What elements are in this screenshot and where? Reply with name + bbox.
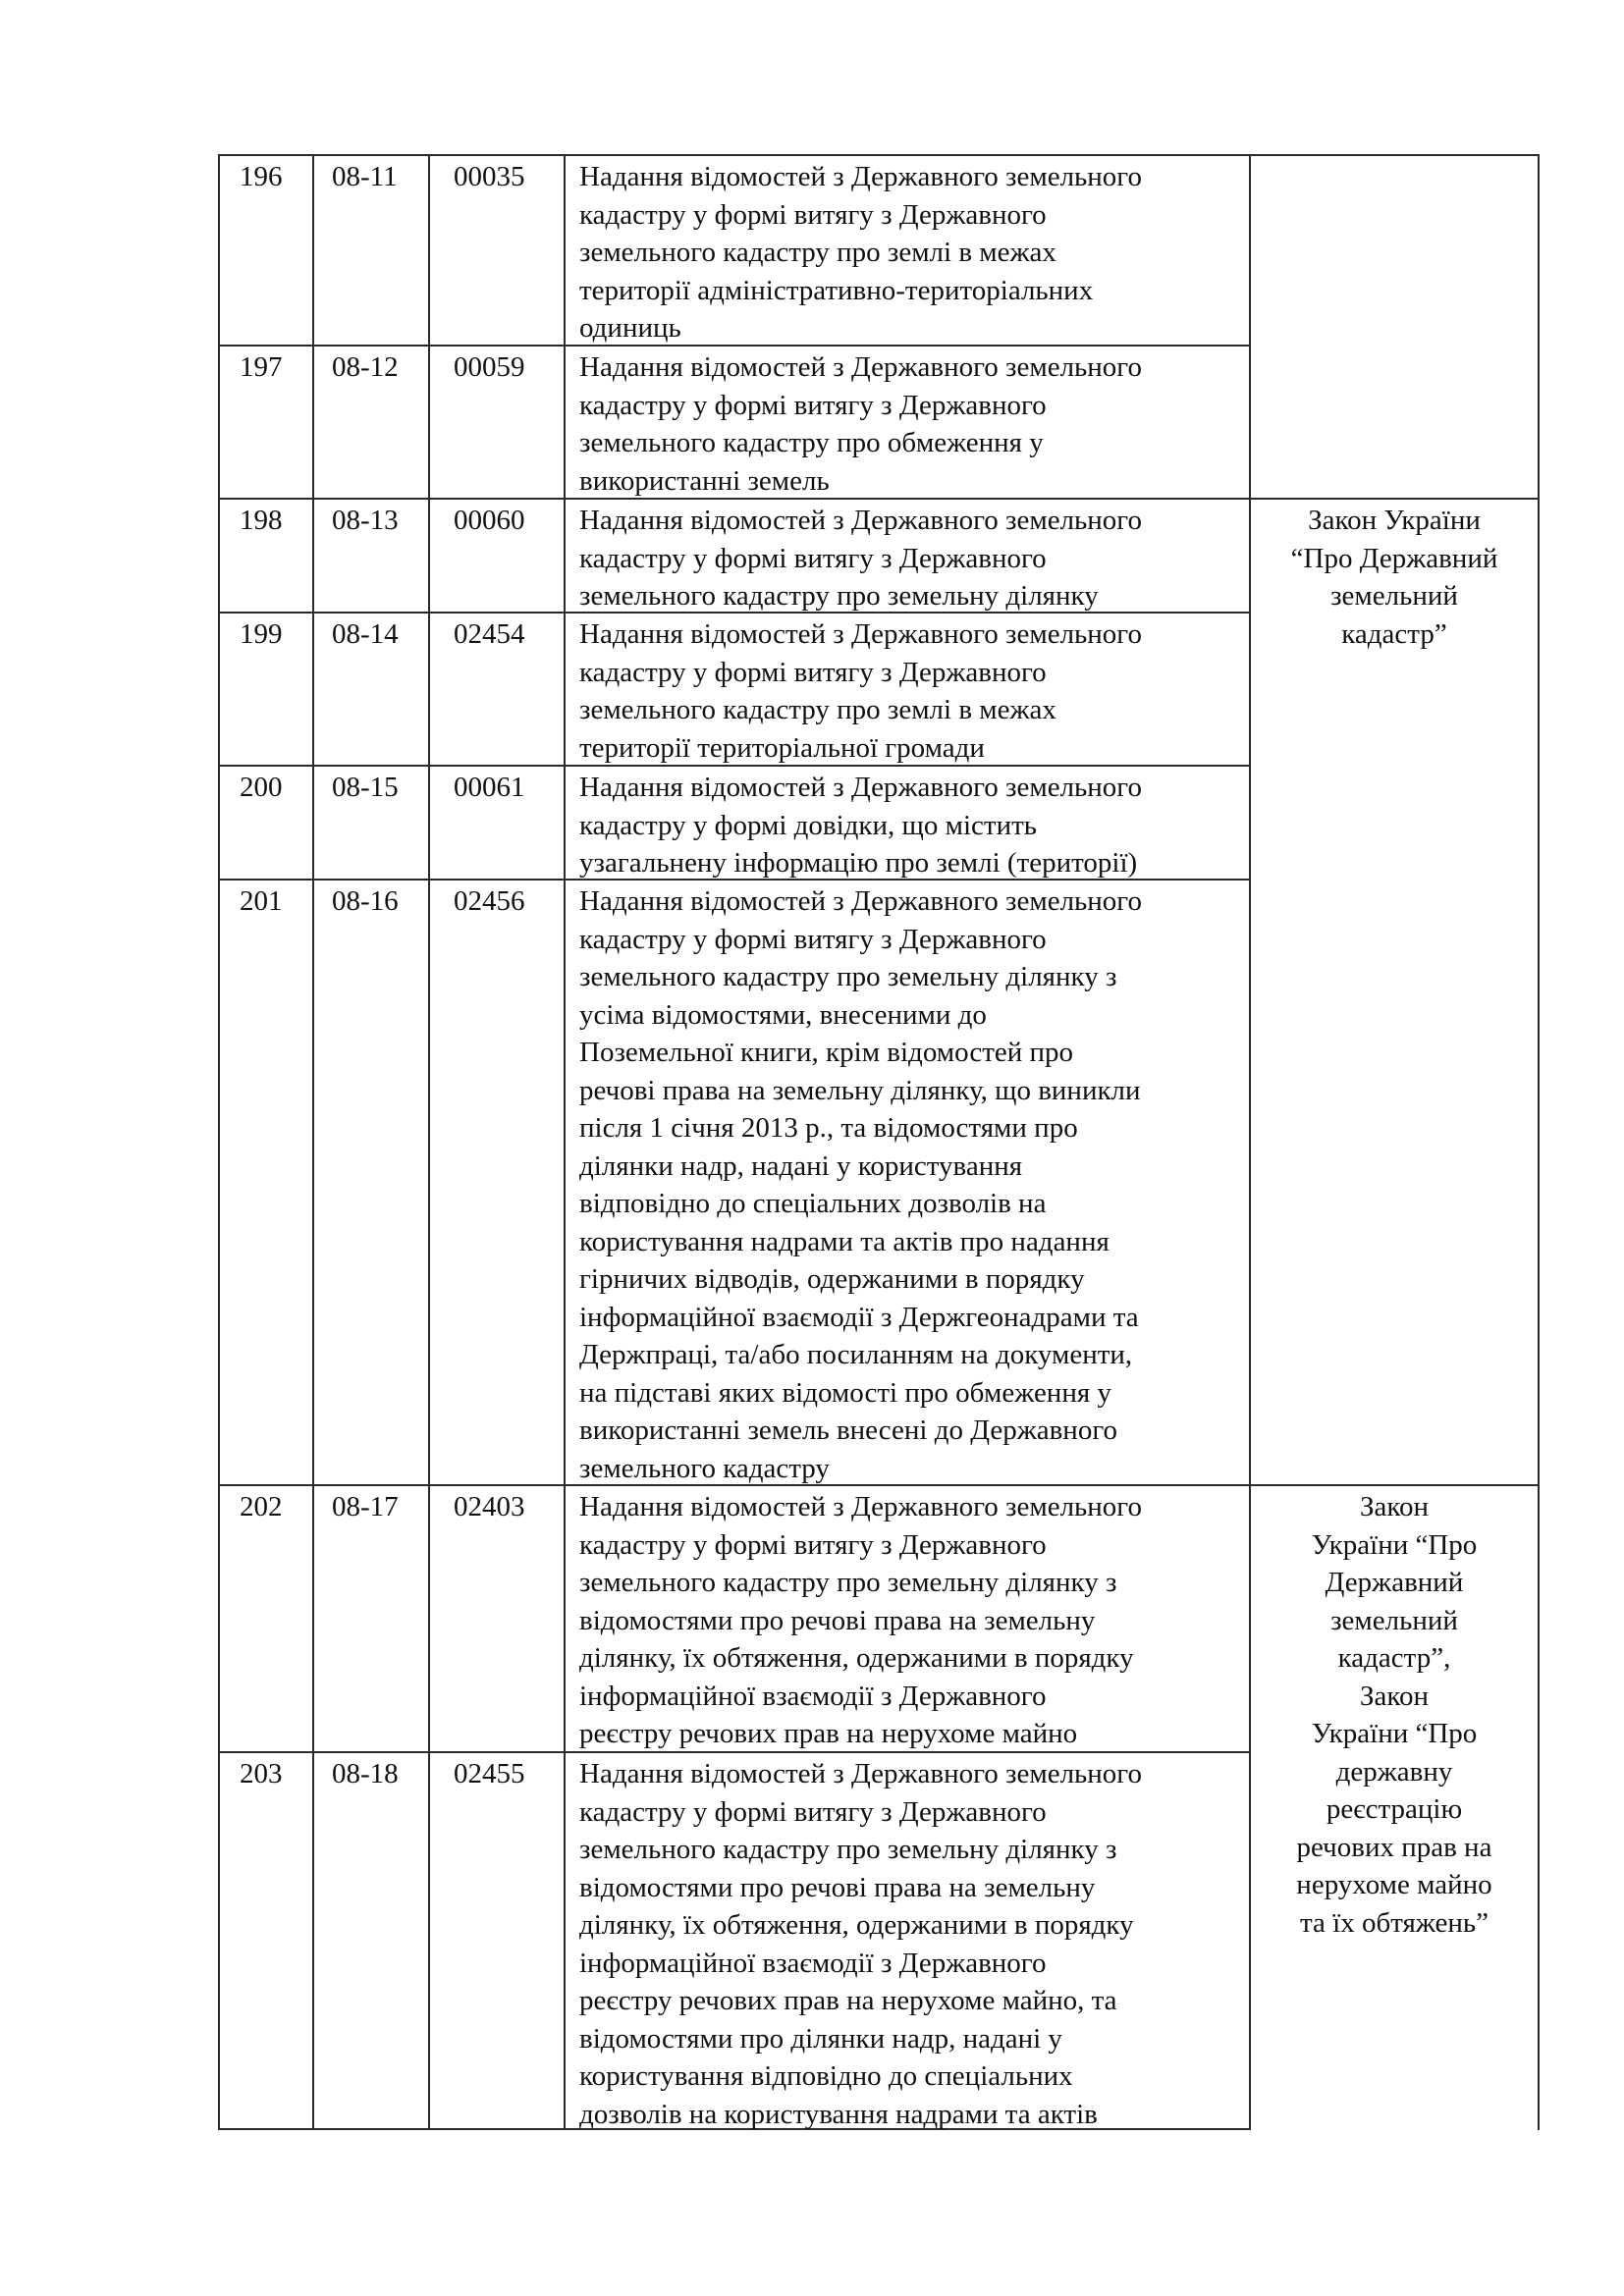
description-line: ділянку, їх обтяження, одержаними в порядку (579, 1642, 1134, 1674)
description-line: Держпраці, та/або посиланням на документи, (579, 1339, 1133, 1370)
description-line: відповідно до спеціальних дозволів на (579, 1188, 1047, 1219)
legal-basis-line: реєстрацію (1326, 1793, 1463, 1825)
description-line: Поземельної книги, крім відомостей про (579, 1037, 1074, 1068)
description-line: земельного кадастру про земельну ділянку з (579, 1834, 1117, 1865)
legal-basis-line: Закон (1359, 1680, 1430, 1712)
description-line: після 1 січня 2013 р., та відомостями про (579, 1112, 1078, 1144)
legal-basis-line: України “Про (1311, 1528, 1478, 1561)
description-line: інформаційної взаємодії з Державного (579, 1680, 1047, 1712)
legal-basis-line: речових прав на (1296, 1831, 1492, 1863)
row-service-id: 02403 (454, 1491, 525, 1522)
description-line: земельного кадастру про земельну ділянку з (579, 961, 1117, 992)
row-number: 199 (240, 618, 283, 650)
services-table (218, 154, 1540, 2130)
description-line: земельного кадастру про земельну ділянку з (579, 1567, 1117, 1598)
row-code: 08-12 (332, 351, 399, 383)
row-number: 201 (240, 885, 283, 917)
description-line: використанні земель (579, 464, 830, 497)
row-code: 08-18 (332, 1758, 399, 1789)
row-code: 08-16 (332, 885, 399, 917)
description-line: кадастру у формі витягу з Державного (579, 923, 1047, 955)
row-description (579, 348, 1142, 500)
row-service-id: 00060 (454, 505, 525, 536)
column-divider-id (428, 154, 430, 2130)
description-line: земельного кадастру (579, 1452, 830, 1484)
column-divider-code (312, 154, 314, 2130)
row-description (579, 502, 1142, 615)
description-line: узагальнену інформацію про землі (території) (579, 847, 1138, 879)
description-line: Надання відомостей з Державного земельного (579, 351, 1142, 383)
description-line: користування надрами та актів про надання (579, 1225, 1110, 1257)
legal-basis-line: кадастр”, (1337, 1642, 1451, 1674)
column-divider-description (564, 154, 566, 2130)
row-code: 08-15 (332, 772, 399, 803)
description-line: дозволів на користування надрами та актів (579, 2098, 1098, 2130)
legal-basis-line: державну (1335, 1755, 1453, 1788)
description-line: інформаційної взаємодії з Державного (579, 1947, 1047, 1979)
description-line: Надання відомостей з Державного земельного (579, 1491, 1142, 1522)
row-service-id: 00035 (454, 161, 525, 192)
description-line: реєстру речових прав на нерухоме майно, та (579, 1985, 1117, 2016)
row-service-id: 02454 (454, 618, 525, 650)
description-line: гірничих відводів, одержаними в порядку (579, 1263, 1085, 1295)
row-service-id: 02456 (454, 885, 525, 917)
legal-basis-line: земельний (1330, 580, 1458, 612)
description-line: відомостями про речові права на земельну (579, 1871, 1096, 1903)
row-number: 200 (240, 772, 283, 803)
description-line: кадастру у формі довідки, що містить (579, 809, 1037, 841)
row-service-id: 00061 (454, 772, 525, 803)
description-line: земельного кадастру про землі в межах (579, 694, 1056, 725)
description-line: кадастру у формі витягу з Державного (579, 656, 1047, 688)
row-code: 08-11 (332, 161, 398, 192)
row-description (579, 882, 1142, 1487)
row-description (579, 615, 1142, 767)
description-line: земельного кадастру про землі в межах (579, 237, 1056, 268)
description-line: кадастру у формі витягу з Державного (579, 542, 1047, 574)
legal-basis-line: Закон України (1308, 505, 1481, 536)
row-number: 203 (240, 1758, 283, 1789)
legal-basis-cadastre-and-registration (1251, 1488, 1538, 1942)
description-line: кадастру у формі витягу з Державного (579, 1528, 1047, 1561)
table-top-border (218, 154, 1540, 156)
description-line: території територіальної громади (579, 731, 985, 764)
description-line: реєстру речових прав на нерухоме майно (579, 1718, 1078, 1749)
description-line: земельного кадастру про обмеження у (579, 427, 1044, 458)
row-description (579, 1755, 1142, 2133)
description-line: відомостями про ділянки надр, надані у (579, 2022, 1062, 2055)
row-code: 08-14 (332, 618, 399, 650)
legal-basis-line: Державний (1325, 1567, 1464, 1598)
description-line: речові права на земельну ділянку, що виникли (579, 1074, 1141, 1106)
row-number: 196 (240, 161, 283, 192)
row-description (579, 158, 1142, 347)
description-line: на підставі яких відомості про обмеження у (579, 1376, 1111, 1409)
row-service-id: 02455 (454, 1758, 525, 1789)
description-line: користування відповідно до спеціальних (579, 2060, 1073, 2092)
row-code: 08-13 (332, 505, 399, 536)
description-line: одиниць (579, 312, 681, 344)
legal-basis-line: Закон (1359, 1491, 1430, 1522)
row-service-id: 00059 (454, 351, 525, 383)
row-description (579, 1488, 1142, 1753)
legal-basis-line: “Про Державний (1290, 542, 1498, 574)
description-line: ділянки надр, надані у користування (579, 1149, 1023, 1182)
description-line: Надання відомостей з Державного земельного (579, 618, 1142, 650)
row-description (579, 769, 1142, 882)
description-line: ділянку, їх обтяження, одержаними в порядку (579, 1909, 1134, 1941)
table-right-border (1538, 154, 1540, 2130)
legal-basis-line: та їх обтяжень” (1300, 1906, 1489, 1939)
description-line: кадастру у формі витягу з Державного (579, 389, 1047, 421)
description-line: відомостями про речові права на земельну (579, 1604, 1096, 1636)
row-number: 202 (240, 1491, 283, 1522)
legal-basis-line: кадастр” (1341, 617, 1447, 650)
description-line: території адміністративно-територіальних (579, 274, 1094, 306)
row-number: 198 (240, 505, 283, 536)
legal-basis-line: земельний (1330, 1604, 1458, 1636)
legal-basis-cadastre (1251, 502, 1538, 653)
description-line: Надання відомостей з Державного земельного (579, 772, 1142, 803)
description-line: Надання відомостей з Державного земельного (579, 1758, 1142, 1789)
table-left-border (218, 154, 220, 2130)
legal-basis-line: нерухоме майно (1296, 1869, 1492, 1900)
description-line: кадастру у формі витягу з Державного (579, 198, 1047, 231)
description-line: Надання відомостей з Державного земельного (579, 161, 1142, 192)
description-line: використанні земель внесені до Державного (579, 1415, 1117, 1446)
description-line: Надання відомостей з Державного земельного (579, 885, 1142, 917)
description-line: інформаційної взаємодії з Держгеонадрами та (579, 1301, 1139, 1333)
row-number: 197 (240, 351, 283, 383)
legal-basis-line: України “Про (1311, 1718, 1478, 1749)
description-line: земельного кадастру про земельну ділянку (579, 580, 1099, 612)
description-line: Надання відомостей з Державного земельного (579, 505, 1142, 536)
description-line: усіма відомостями, внесеними до (579, 998, 987, 1031)
row-code: 08-17 (332, 1491, 399, 1522)
description-line: кадастру у формі витягу з Державного (579, 1795, 1047, 1828)
